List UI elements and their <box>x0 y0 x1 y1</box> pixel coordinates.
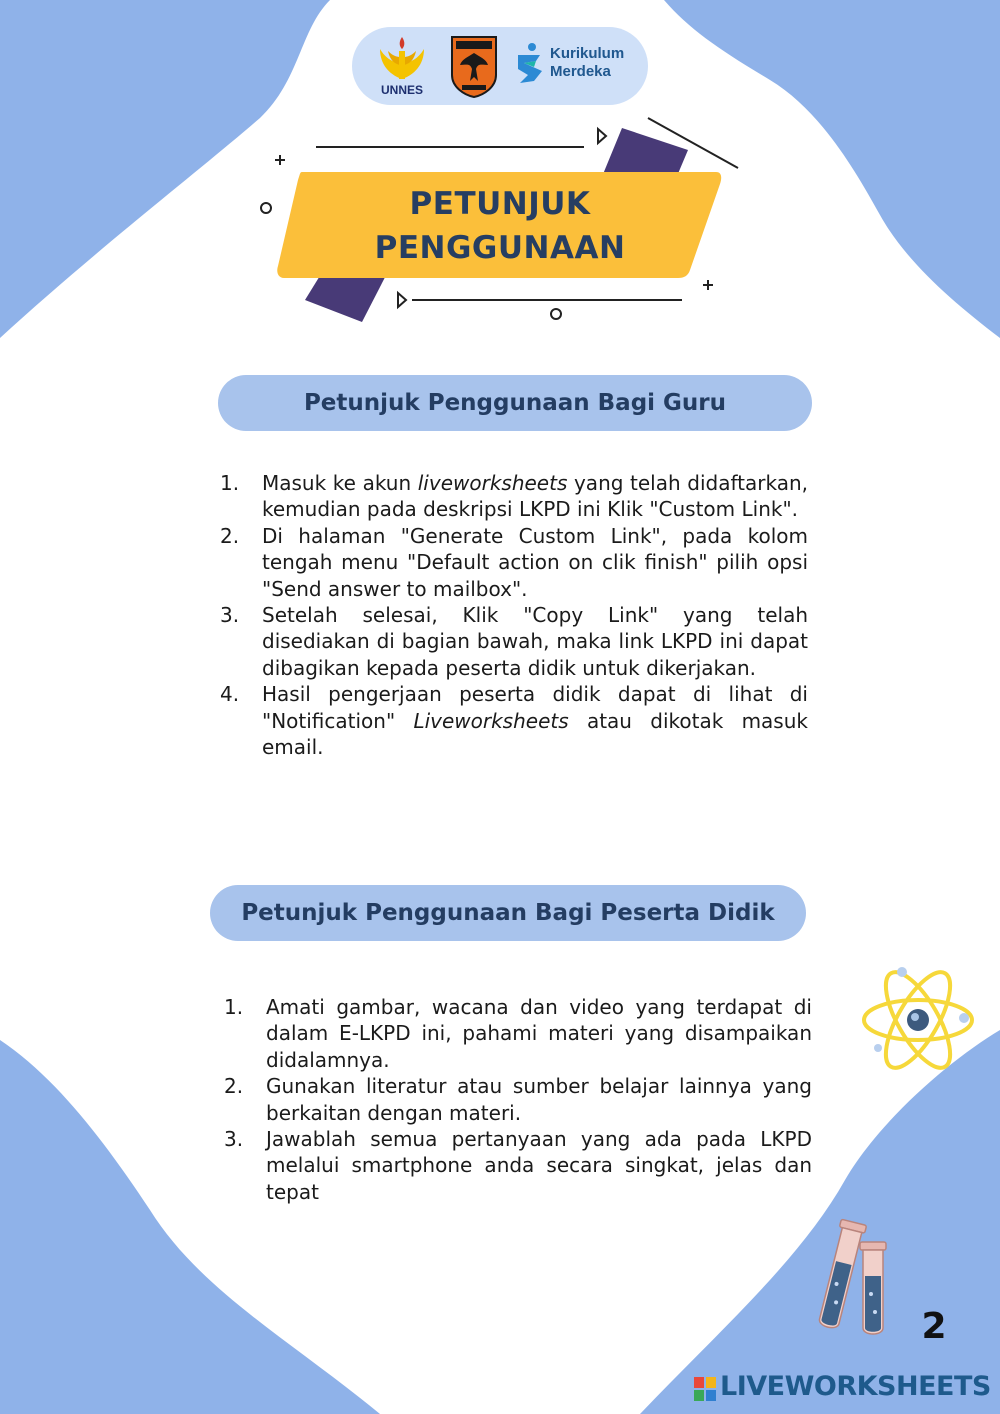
list-item <box>220 681 808 760</box>
unnes-label: UNNES <box>380 83 423 97</box>
liveworksheets-text: LIVEWORKSHEETS <box>720 1371 991 1402</box>
step-number: 1. <box>224 995 244 1019</box>
step-number: 2. <box>224 1074 244 1099</box>
list-item <box>220 470 809 523</box>
step-number: 3. <box>224 1127 244 1152</box>
siswa-steps-list <box>224 994 812 1205</box>
atom-icon <box>858 962 978 1078</box>
page-title <box>300 182 700 270</box>
list-item <box>224 1073 812 1126</box>
step-text: Jawablah semua pertanyaan yang ada pada LKPD melalui smartphone anda secara singkat, jelas dan tepat <box>266 1127 812 1204</box>
title-line1: PETUNJUK <box>409 186 591 222</box>
siswa-section-heading: Petunjuk Penggunaan Bagi Peserta Didik <box>210 885 806 941</box>
kurikulum-line1: Kurikulum <box>550 45 625 62</box>
list-item <box>220 523 808 602</box>
liveworksheets-boxes-icon <box>694 1377 716 1401</box>
step-text-italic: liveworksheets <box>417 471 568 495</box>
guru-steps-list <box>220 470 809 760</box>
step-text: Setelah selesai, Klik "Copy Link" yang telah disediakan di bagian bawah, maka link LKPD ini dapat dibagikan kepada peserta didik untuk dikerjakan. <box>262 603 808 680</box>
step-number: 4. <box>220 682 240 707</box>
step-number: 1. <box>220 471 240 495</box>
step-text: atau dikotak masuk email. <box>262 708 808 760</box>
guru-section-heading: Petunjuk Penggunaan Bagi Guru <box>218 375 812 431</box>
list-item <box>220 602 808 681</box>
step-number: 3. <box>220 603 240 628</box>
kurikulum-line2: Merdeka <box>550 63 611 80</box>
step-text: Hasil pengerjaan peserta didik dapat di lihat di "Notification" <box>262 682 808 733</box>
step-number: 2. <box>220 523 240 548</box>
step-text: Gunakan literatur atau sumber belajar lainnya yang berkaitan dengan materi. <box>266 1074 812 1125</box>
list-item <box>224 994 812 1073</box>
list-item <box>224 1126 812 1205</box>
step-text: Amati gambar, wacana dan video yang terdapat di dalam E-LKPD ini, pahami materi yang disampaikan didalamnya. <box>266 995 812 1072</box>
step-text-italic: Liveworksheets <box>413 708 569 733</box>
page-number: 2 <box>921 1306 947 1347</box>
step-text: yang telah didaftarkan, kemudian pada deskripsi LKPD ini Klik "Custom Link". <box>262 471 809 522</box>
step-text: Masuk ke akun <box>262 471 418 495</box>
test-tubes-icon <box>808 1214 898 1340</box>
liveworksheets-logo <box>694 1371 994 1407</box>
step-text: Di halaman "Generate Custom Link", pada kolom tengah menu "Default action on clik finish" pilih opsi "Send answer to mailbox". <box>262 523 808 601</box>
title-line2: PENGGUNAAN <box>374 230 626 266</box>
